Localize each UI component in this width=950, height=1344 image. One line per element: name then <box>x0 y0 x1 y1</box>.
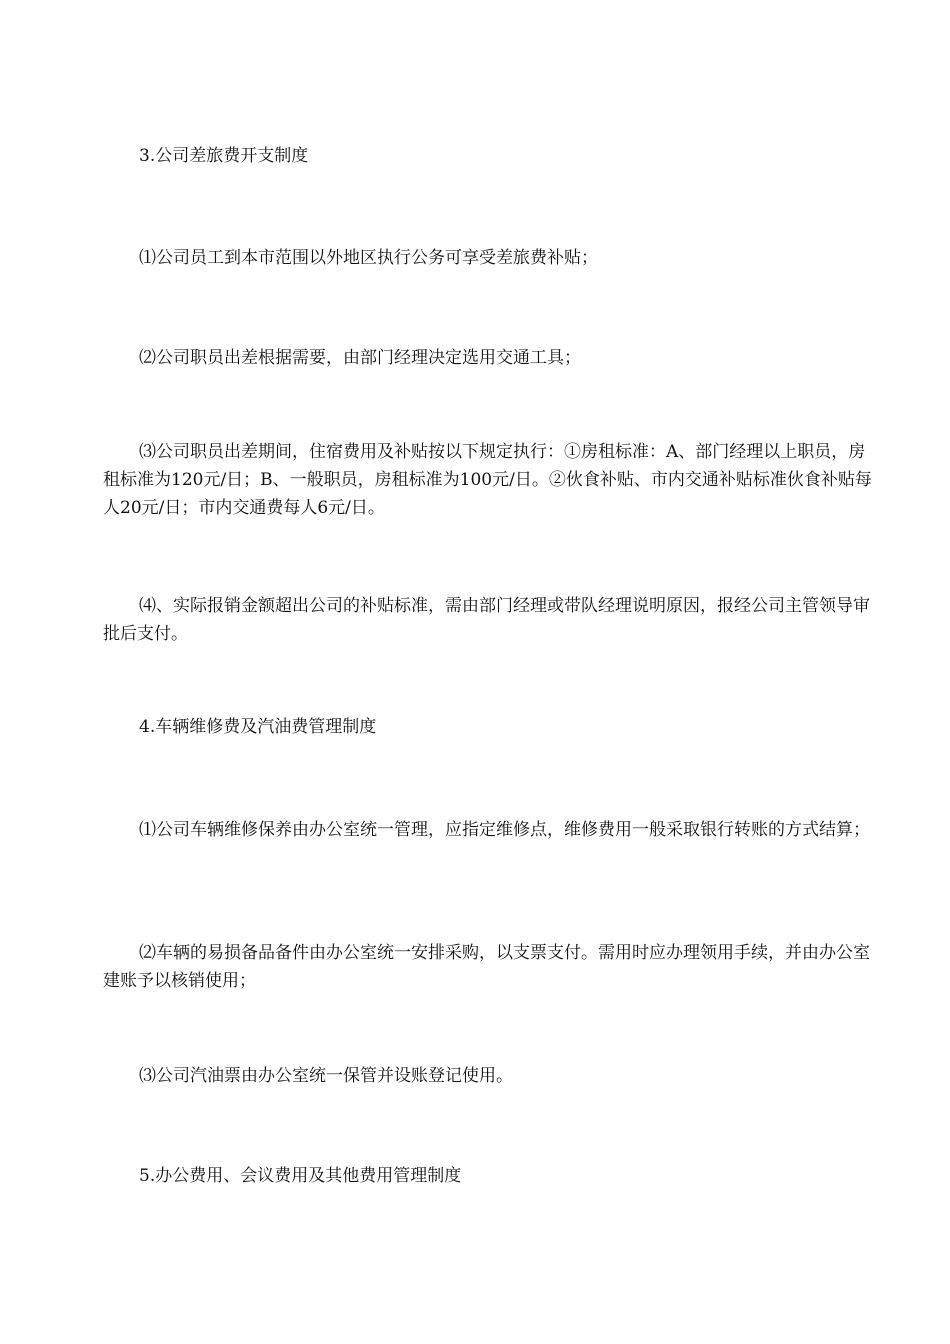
paragraph-3-1: ⑴公司员工到本市范围以外地区执行公务可享受差旅费补贴； <box>139 248 598 268</box>
paragraph-4-3: ⑶公司汽油票由办公室统一保管并设账登记使用。 <box>139 1066 513 1086</box>
section-heading-3: 3.公司差旅费开支制度 <box>139 146 309 166</box>
section-heading-4: 4.车辆维修费及汽油费管理制度 <box>139 717 377 737</box>
paragraph-3-2: ⑵公司职员出差根据需要，由部门经理决定选用交通工具； <box>139 348 581 368</box>
paragraph-4-2: ⑵车辆的易损备品备件由办公室统一安排采购，以支票支付。需用时应办理领用手续，并由办公室建账予以核销使用； <box>103 943 870 991</box>
paragraph-3-4: ⑷、实际报销金额超出公司的补贴标准，需由部门经理或带队经理说明原因，报经公司主管领导审批后支付。 <box>103 596 870 644</box>
section-heading-5: 5.办公费用、会议费用及其他费用管理制度 <box>139 1166 462 1186</box>
paragraph-3-3: ⑶公司职员出差期间，住宿费用及补贴按以下规定执行：①房租标准：A、部门经理以上职员，房租标准为120元/日；B、一般职员，房租标准为100元/日。②伙食补贴、市内交通补贴标准伙食补贴每人20元/日；市内交通费每人6元/日。 <box>103 442 872 518</box>
paragraph-4-1: ⑴公司车辆维修保养由办公室统一管理，应指定维修点，维修费用一般采取银行转账的方式结算； <box>139 820 870 840</box>
